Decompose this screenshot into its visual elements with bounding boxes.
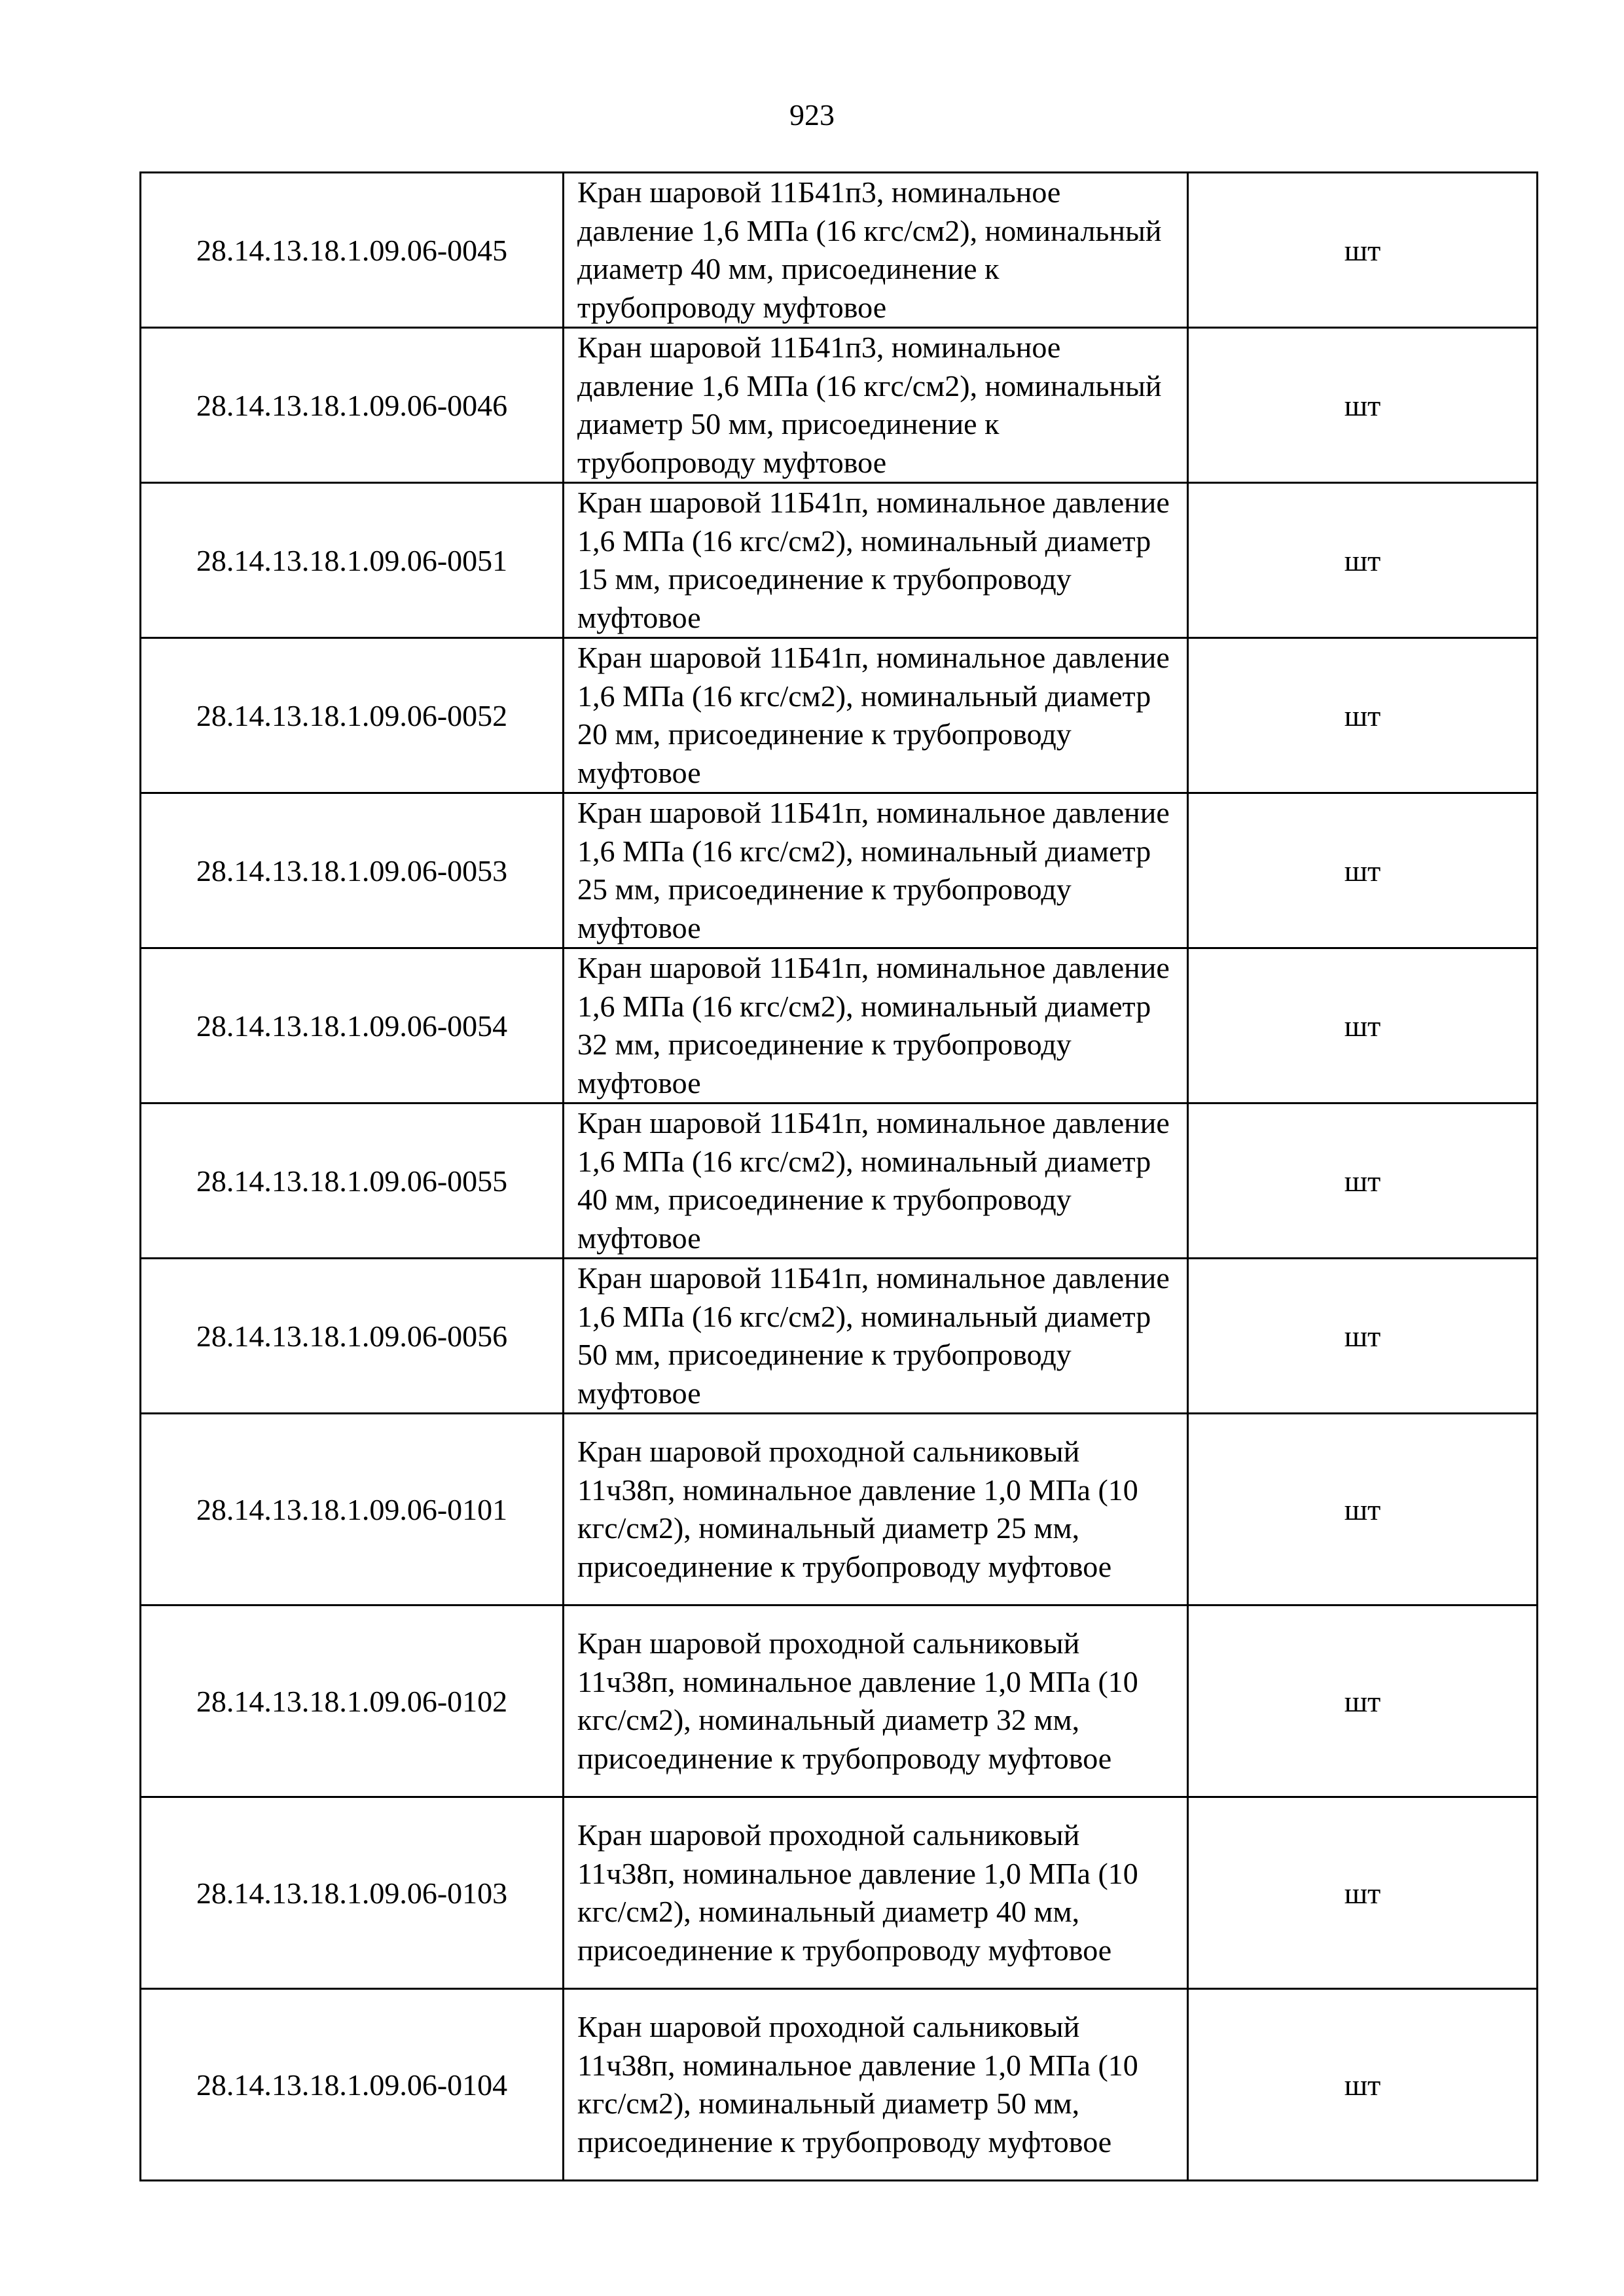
unit-of-measure: шт	[1188, 1797, 1538, 1989]
resource-code: 28.14.13.18.1.09.06-0104	[141, 1989, 564, 2181]
unit-of-measure: шт	[1188, 793, 1538, 948]
unit-of-measure: шт	[1188, 638, 1538, 793]
resource-description: Кран шаровой 11Б41п, номинальное давление 1,6 МПа (16 кгс/см2), номинальный диаметр 50 мм, присоединение к трубопроводу муфтовое	[564, 1259, 1188, 1414]
resource-code: 28.14.13.18.1.09.06-0056	[141, 1259, 564, 1414]
resource-table	[139, 171, 1538, 2181]
resource-code: 28.14.13.18.1.09.06-0053	[141, 793, 564, 948]
unit-of-measure: шт	[1188, 1605, 1538, 1797]
table-row	[141, 793, 1538, 948]
resource-code: 28.14.13.18.1.09.06-0102	[141, 1605, 564, 1797]
resource-description: Кран шаровой проходной сальниковый 11ч38п, номинальное давление 1,0 МПа (10 кгс/см2), номинальный диаметр 50 мм, присоединение к трубопроводу муфтовое	[564, 1989, 1188, 2181]
resource-description: Кран шаровой 11Б41п, номинальное давление 1,6 МПа (16 кгс/см2), номинальный диаметр 40 мм, присоединение к трубопроводу муфтовое	[564, 1103, 1188, 1259]
table-row	[141, 1797, 1538, 1989]
resource-code: 28.14.13.18.1.09.06-0051	[141, 483, 564, 638]
table-row	[141, 328, 1538, 483]
resource-code: 28.14.13.18.1.09.06-0046	[141, 328, 564, 483]
table-row	[141, 1103, 1538, 1259]
resource-code: 28.14.13.18.1.09.06-0055	[141, 1103, 564, 1259]
table-row	[141, 1259, 1538, 1414]
resource-code: 28.14.13.18.1.09.06-0054	[141, 948, 564, 1103]
unit-of-measure: шт	[1188, 1103, 1538, 1259]
unit-of-measure: шт	[1188, 483, 1538, 638]
unit-of-measure: шт	[1188, 1259, 1538, 1414]
table-row	[141, 483, 1538, 638]
unit-of-measure: шт	[1188, 173, 1538, 328]
unit-of-measure: шт	[1188, 328, 1538, 483]
resource-code: 28.14.13.18.1.09.06-0052	[141, 638, 564, 793]
resource-code: 28.14.13.18.1.09.06-0101	[141, 1414, 564, 1605]
unit-of-measure: шт	[1188, 1414, 1538, 1605]
resource-description: Кран шаровой 11Б41п, номинальное давление 1,6 МПа (16 кгс/см2), номинальный диаметр 15 мм, присоединение к трубопроводу муфтовое	[564, 483, 1188, 638]
table-row	[141, 173, 1538, 328]
resource-description: Кран шаровой 11Б41п3, номинальное давление 1,6 МПа (16 кгс/см2), номинальный диаметр 40 мм, присоединение к трубопроводу муфтовое	[564, 173, 1188, 328]
resource-description: Кран шаровой 11Б41п, номинальное давление 1,6 МПа (16 кгс/см2), номинальный диаметр 32 мм, присоединение к трубопроводу муфтовое	[564, 948, 1188, 1103]
table-row	[141, 1989, 1538, 2181]
table-row	[141, 638, 1538, 793]
resource-description: Кран шаровой проходной сальниковый 11ч38п, номинальное давление 1,0 МПа (10 кгс/см2), номинальный диаметр 40 мм, присоединение к трубопроводу муфтовое	[564, 1797, 1188, 1989]
resource-description: Кран шаровой проходной сальниковый 11ч38п, номинальное давление 1,0 МПа (10 кгс/см2), номинальный диаметр 32 мм, присоединение к трубопроводу муфтовое	[564, 1605, 1188, 1797]
unit-of-measure: шт	[1188, 948, 1538, 1103]
table-row	[141, 948, 1538, 1103]
table-row	[141, 1605, 1538, 1797]
resource-description: Кран шаровой 11Б41п, номинальное давление 1,6 МПа (16 кгс/см2), номинальный диаметр 20 мм, присоединение к трубопроводу муфтовое	[564, 638, 1188, 793]
table-row	[141, 1414, 1538, 1605]
resource-code: 28.14.13.18.1.09.06-0045	[141, 173, 564, 328]
resource-description: Кран шаровой проходной сальниковый 11ч38п, номинальное давление 1,0 МПа (10 кгс/см2), номинальный диаметр 25 мм, присоединение к трубопроводу муфтовое	[564, 1414, 1188, 1605]
resource-description: Кран шаровой 11Б41п3, номинальное давление 1,6 МПа (16 кгс/см2), номинальный диаметр 50 мм, присоединение к трубопроводу муфтовое	[564, 328, 1188, 483]
resource-code: 28.14.13.18.1.09.06-0103	[141, 1797, 564, 1989]
resource-description: Кран шаровой 11Б41п, номинальное давление 1,6 МПа (16 кгс/см2), номинальный диаметр 25 мм, присоединение к трубопроводу муфтовое	[564, 793, 1188, 948]
page-number: 923	[789, 98, 835, 132]
unit-of-measure: шт	[1188, 1989, 1538, 2181]
